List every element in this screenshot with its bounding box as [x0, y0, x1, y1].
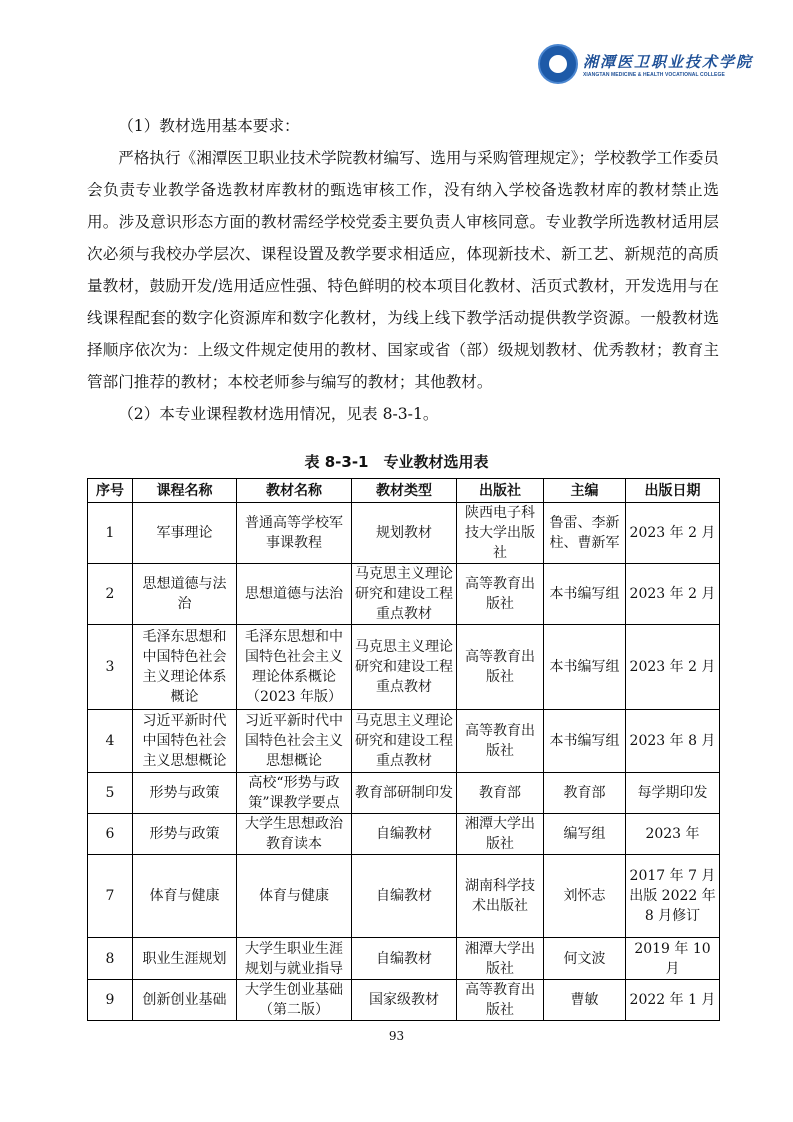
table-cell: 形势与政策: [133, 814, 237, 855]
table-cell: 2023 年 8 月: [626, 710, 720, 773]
table-cell: 湘潭大学出版社: [457, 938, 544, 980]
table-cell: 高等教育出版社: [457, 625, 544, 710]
textbook-table: [87, 478, 720, 1021]
table-cell: 本书编写组: [544, 625, 626, 710]
table-cell: 体育与健康: [237, 855, 352, 938]
table-cell: 教育部: [457, 773, 544, 814]
table-cell: 每学期印发: [626, 773, 720, 814]
table-row: [88, 855, 720, 938]
table-cell: 2023 年 2 月: [626, 503, 720, 564]
body-text: [87, 110, 719, 430]
table-cell: 大学生职业生涯规划与就业指导: [237, 938, 352, 980]
table-cell: 本书编写组: [544, 710, 626, 773]
table-row: [88, 773, 720, 814]
table-cell: 本书编写组: [544, 564, 626, 625]
table-cell: 刘怀志: [544, 855, 626, 938]
logo-chinese-name: 湘潭医卫职业技术学院: [583, 52, 754, 71]
table-cell: 大学生思想政治教育读本: [237, 814, 352, 855]
table-cell: 习近平新时代中国特色社会主义思想概论: [133, 710, 237, 773]
table-cell: 职业生涯规划: [133, 938, 237, 980]
table-row: [88, 625, 720, 710]
table-cell: 国家级教材: [352, 980, 457, 1021]
table-cell: 3: [88, 625, 133, 710]
table-cell: 6: [88, 814, 133, 855]
table-cell: 高等教育出版社: [457, 564, 544, 625]
table-cell: 湘潭大学出版社: [457, 814, 544, 855]
table-cell: 2023 年 2 月: [626, 625, 720, 710]
table-cell: 1: [88, 503, 133, 564]
column-header: 课程名称: [133, 479, 237, 503]
paragraph: 严格执行《湘潭医卫职业技术学院教材编写、选用与采购管理规定》；学校教学工作委员会负责专业教学备选教材库教材的甄选审核工作，没有纳入学校备选教材库的教材禁止选用。涉及意识形态方面的教材需经学校党委主要负责人审核同意。专业教学所选教材适用层次必须与我校办学层次、课程设置及教学要求相适应，体现新技术、新工艺、新规范的高质量教材，鼓励开发/选用适应性强、特色鲜明的校本项目化教材、活页式教材，开发选用与在线课程配套的数字化资源库和数字化教材，为线上线下教学活动提供教学资源。一般教材选择顺序依次为：上级文件规定使用的教材、国家或省（部）级规划教材、优秀教材；教育主管部门推荐的教材；本校老师参与编写的教材；其他教材。: [87, 149, 719, 391]
table-cell: 鲁雷、李新柱、曹新军: [544, 503, 626, 564]
table-cell: 创新创业基础: [133, 980, 237, 1021]
table-cell: 编写组: [544, 814, 626, 855]
table-cell: 高等教育出版社: [457, 980, 544, 1021]
table-row: [88, 710, 720, 773]
table-cell: 4: [88, 710, 133, 773]
table-cell: 规划教材: [352, 503, 457, 564]
college-seal-icon: [538, 44, 578, 84]
table-cell: 5: [88, 773, 133, 814]
table-cell: 思想道德与法治: [133, 564, 237, 625]
table-cell: 思想道德与法治: [237, 564, 352, 625]
table-row: [88, 980, 720, 1021]
paragraph: （1）教材选用基本要求：: [118, 117, 300, 135]
table-cell: 何文波: [544, 938, 626, 980]
column-header: 序号: [88, 479, 133, 503]
table-cell: 陕西电子科技大学出版社: [457, 503, 544, 564]
table-cell: 普通高等学校军事课教程: [237, 503, 352, 564]
table-cell: 教育部: [544, 773, 626, 814]
table-cell: 2023 年: [626, 814, 720, 855]
table-cell: 高等教育出版社: [457, 710, 544, 773]
column-header: 出版日期: [626, 479, 720, 503]
table-cell: 湖南科学技术出版社: [457, 855, 544, 938]
table-caption: 表 8-3-1 专业教材选用表: [304, 453, 489, 471]
table-cell: 2019 年 10 月: [626, 938, 720, 980]
column-header: 教材名称: [237, 479, 352, 503]
table-cell: 曹敏: [544, 980, 626, 1021]
column-header: 出版社: [457, 479, 544, 503]
table-row: [88, 814, 720, 855]
table-cell: 马克思主义理论研究和建设工程重点教材: [352, 625, 457, 710]
table-cell: 8: [88, 938, 133, 980]
table-cell: 军事理论: [133, 503, 237, 564]
table-cell: 大学生创业基础（第二版）: [237, 980, 352, 1021]
table-header-row: [88, 479, 720, 503]
table-cell: 形势与政策: [133, 773, 237, 814]
table-cell: 2017 年 7 月出版 2022 年 8 月修订: [626, 855, 720, 938]
paragraph: （2）本专业课程教材选用情况，见表 8-3-1。: [118, 405, 439, 423]
table-row: [88, 938, 720, 980]
table-cell: 习近平新时代中国特色社会主义思想概论: [237, 710, 352, 773]
page-number: 93: [388, 1029, 405, 1043]
logo-english-name: XIANGTAN MEDICINE & HEALTH VOCATIONAL COLLEGE: [583, 71, 725, 78]
table-cell: 自编教材: [352, 855, 457, 938]
table-cell: 马克思主义理论研究和建设工程重点教材: [352, 710, 457, 773]
table-cell: 毛泽东思想和中国特色社会主义理论体系概论（2023 年版）: [237, 625, 352, 710]
table-row: [88, 503, 720, 564]
table-cell: 自编教材: [352, 814, 457, 855]
column-header: 主编: [544, 479, 626, 503]
table-cell: 教育部研制印发: [352, 773, 457, 814]
table-cell: 2022 年 1 月: [626, 980, 720, 1021]
table-cell: 2: [88, 564, 133, 625]
table-cell: 毛泽东思想和中国特色社会主义理论体系概论: [133, 625, 237, 710]
table-cell: 体育与健康: [133, 855, 237, 938]
college-logo: [538, 44, 753, 84]
table-cell: 2023 年 2 月: [626, 564, 720, 625]
column-header: 教材类型: [352, 479, 457, 503]
table-cell: 马克思主义理论研究和建设工程重点教材: [352, 564, 457, 625]
table-row: [88, 564, 720, 625]
table-cell: 9: [88, 980, 133, 1021]
table-cell: 高校“形势与政策”课教学要点: [237, 773, 352, 814]
table-cell: 7: [88, 855, 133, 938]
table-cell: 自编教材: [352, 938, 457, 980]
